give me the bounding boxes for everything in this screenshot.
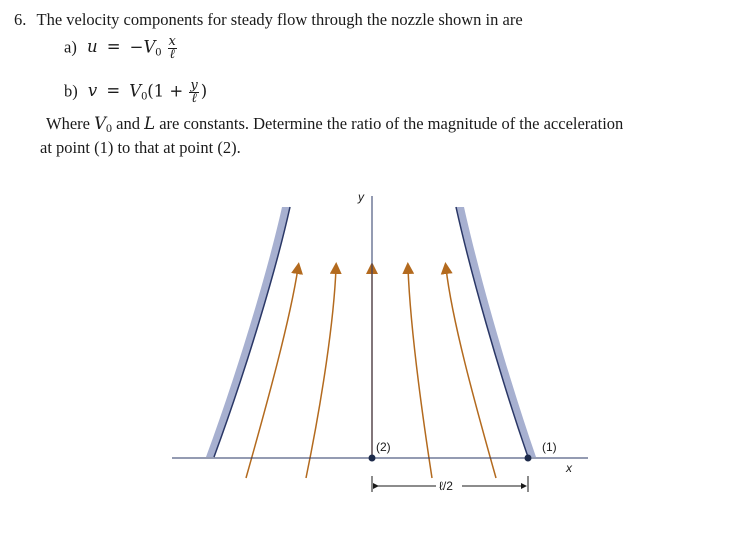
description-text: at point (1) to that at point (2).	[40, 138, 241, 157]
y-axis-label: y	[358, 190, 364, 204]
equation-b-lhs: v	[87, 81, 98, 101]
nozzle-wall-left	[206, 207, 290, 457]
constant-v0: V	[94, 114, 107, 133]
equation-b-subscript: 0	[141, 88, 148, 103]
streamline-1	[246, 268, 298, 478]
equation-b-open: (1 +	[147, 81, 184, 101]
equation-a-lhs: u	[86, 37, 98, 57]
description-text: Where	[46, 114, 95, 133]
point-1-marker	[525, 455, 532, 462]
equation-a-equals: =	[106, 37, 121, 57]
streamline-3	[408, 268, 432, 478]
equation-a-coefficient: −V	[129, 37, 156, 57]
equation-b-numerator: y	[190, 78, 198, 93]
description-text: are constants. Determine the ratio of the magnitude of the acceleration	[155, 114, 624, 133]
constant-l: L	[144, 114, 156, 133]
constant-v0-subscript: 0	[106, 121, 113, 135]
equation-b-denominator: ℓ	[191, 91, 197, 106]
x-axis-label: x	[566, 461, 572, 475]
point-2-marker	[369, 455, 376, 462]
description-text: and	[112, 114, 145, 133]
equation-b-close: )	[200, 81, 208, 101]
point-1-label: (1)	[542, 440, 557, 454]
equation-b-equals: =	[106, 81, 121, 101]
equation-b-label: b)	[64, 81, 78, 101]
equation-a-numerator: x	[168, 34, 176, 49]
problem-number: 6.	[14, 10, 27, 29]
problem-statement: The velocity components for steady flow through the nozzle shown in are	[36, 10, 523, 29]
equation-b-coefficient: V	[129, 81, 142, 101]
equation-a-denominator: ℓ	[169, 47, 175, 62]
nozzle-wall-right	[456, 207, 536, 457]
streamline-4	[446, 268, 496, 478]
streamlines	[246, 268, 496, 478]
point-2-label: (2)	[376, 440, 391, 454]
streamline-2	[306, 268, 336, 478]
equation-a-subscript: 0	[155, 44, 162, 59]
dimension-label: ℓ/2	[439, 479, 453, 493]
equation-a-label: a)	[64, 37, 77, 57]
